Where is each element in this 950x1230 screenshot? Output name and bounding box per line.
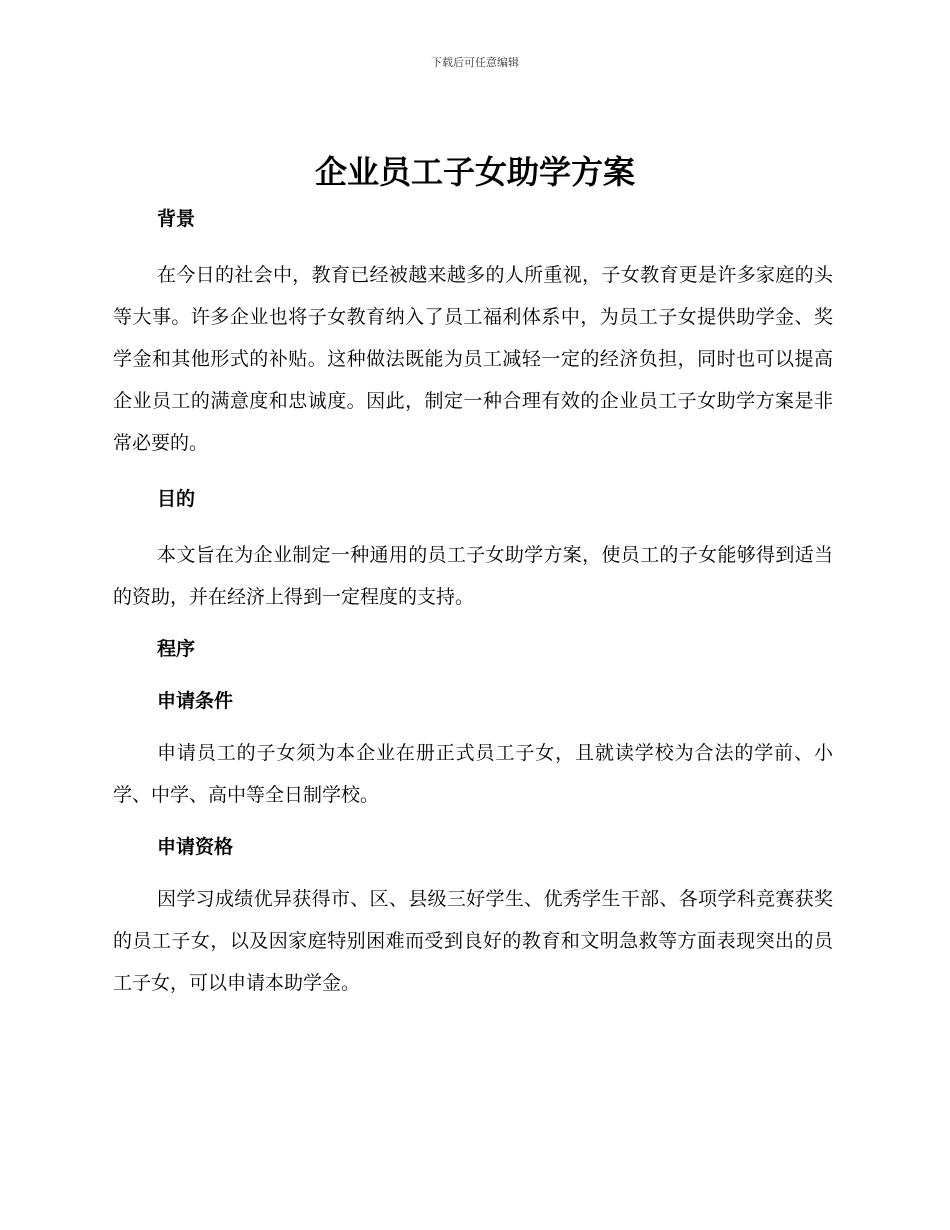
paragraph-conditions: 申请员工的子女须为本企业在册正式员工子女，且就读学校为合法的学前、小学、中学、高中等全日制学校。 [113, 742, 833, 806]
section-heading-background: 背景 [157, 208, 196, 230]
section-heading-purpose: 目的 [157, 488, 196, 510]
header-note: 下载后可任意编辑 [431, 56, 519, 69]
document-title: 企业员工子女助学方案 [314, 153, 635, 191]
section-heading-procedure: 程序 [157, 638, 196, 660]
paragraph-qualification: 因学习成绩优异获得市、区、县级三好学生、优秀学生干部、各项学科竞赛获奖的员工子女，以及因家庭特别困难而受到良好的教育和文明急救等方面表现突出的员工子女，可以申请本助学金。 [113, 888, 833, 994]
section-heading-qualification: 申请资格 [157, 836, 234, 858]
paragraph-background: 在今日的社会中，教育已经被越来越多的人所重视，子女教育更是许多家庭的头等大事。许多企业也将子女教育纳入了员工福利体系中，为员工子女提供助学金、奖学金和其他形式的补贴。这种做法既能为员工减轻一定的经济负担，同时也可以提高企业员工的满意度和忠诚度。因此，制定一种合理有效的企业员工子女助学方案是非常必要的。 [113, 264, 833, 454]
section-heading-conditions: 申请条件 [157, 690, 234, 712]
paragraph-purpose: 本文旨在为企业制定一种通用的员工子女助学方案，使员工的子女能够得到适当的资助，并在经济上得到一定程度的支持。 [113, 544, 833, 608]
document-body [113, 198, 833, 1004]
